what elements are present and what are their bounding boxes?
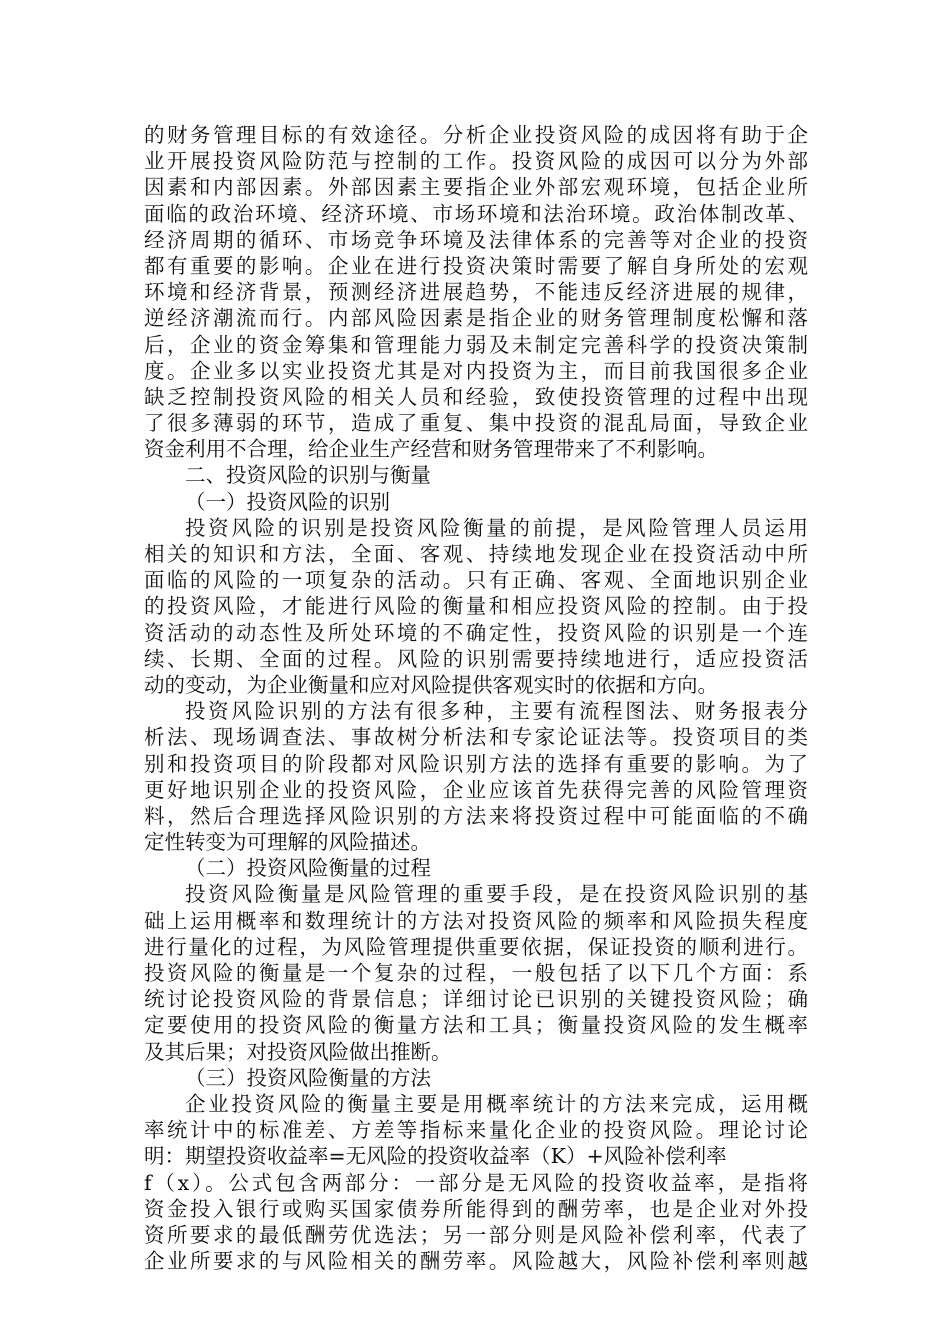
text-line: 投资风险的识别是投资风险衡量的前提，是风险管理人员运用 — [185, 515, 808, 540]
section-heading: 二、投资风险的识别与衡量 — [185, 463, 431, 488]
text-line: 投资风险的衡量是一个复杂的过程，一般包括了以下几个方面：系 — [144, 961, 808, 985]
text-line: 面临的风险的一项复杂的活动。只有正确、客观、全面地识别企业 — [144, 568, 808, 593]
text-line: f（x）。公式包含两部分：一部分是无风险的投资收益率，是指将 — [144, 1170, 808, 1195]
text-line: 率统计中的标准差、方差等指标来量化企业的投资风险。理论讨论 — [144, 1118, 808, 1143]
text-line: 进行量化的过程，为风险管理提供重要依据，保证投资的顺利进行。 — [144, 934, 808, 959]
text-line: 投资风险衡量是风险管理的重要手段，是在投资风险识别的基 — [185, 882, 808, 907]
text-line: 企业投资风险的衡量主要是用概率统计的方法来完成，运用概 — [185, 1091, 808, 1116]
text-line: 因素和内部因素。外部因素主要指企业外部宏观环境，包括企业所 — [144, 175, 808, 200]
text-line: 经济周期的循环、市场竞争环境及法律体系的完善等对企业的投资 — [144, 227, 808, 252]
text-line: 相关的知识和方法，全面、客观、持续地发现企业在投资活动中所 — [144, 542, 808, 566]
text-line: 统讨论投资风险的背景信息；详细讨论已识别的关键投资风险；确 — [144, 987, 808, 1012]
text-line: 更好地识别企业的投资风险，企业应该首先获得完善的风险管理资 — [144, 777, 808, 802]
text-line: 资活动的动态性及所处环境的不确定性，投资风险的识别是一个连 — [144, 620, 808, 645]
text-line: 别和投资项目的阶段都对风险识别方法的选择有重要的影响。为了 — [144, 751, 808, 776]
text-line: 动的变动，为企业衡量和应对风险提供客观实时的依据和方向。 — [144, 672, 718, 697]
text-line: 料，然后合理选择风险识别的方法来将投资过程中可能面临的不确 — [144, 803, 808, 828]
text-line: 础上运用概率和数理统计的方法对投资风险的频率和风险损失程度 — [144, 908, 808, 933]
text-line: 投资风险识别的方法有很多种，主要有流程图法、财务报表分 — [185, 699, 808, 724]
text-line: 后，企业的资金筹集和管理能力弱及未制定完善科学的投资决策制 — [144, 332, 808, 357]
text-line: 的财务管理目标的有效途径。分析企业投资风险的成因将有助于企 — [144, 123, 808, 147]
text-line: 明：期望投资收益率=无风险的投资收益率（K）+风险补偿利率 — [144, 1144, 727, 1169]
text-line: 企业所要求的与风险相关的酬劳率。风险越大，风险补偿利率则越 — [144, 1249, 808, 1274]
subsection-heading: （三）投资风险衡量的方法 — [185, 1065, 431, 1090]
text-line: 逆经济潮流而行。内部风险因素是指企业的财务管理制度松懈和落 — [144, 306, 808, 331]
text-line: 面临的政治环境、经济环境、市场环境和法治环境。政治体制改革、 — [144, 201, 808, 226]
document-body — [144, 122, 808, 1274]
subsection-heading: （二）投资风险衡量的过程 — [185, 856, 431, 881]
text-line: 的投资风险，才能进行风险的衡量和相应投资风险的控制。由于投 — [144, 594, 808, 619]
text-line: 析法、现场调查法、事故树分析法和专家论证法等。投资项目的类 — [144, 725, 808, 750]
text-line: 资金投入银行或购买国家债券所能得到的酬劳率，也是企业对外投 — [144, 1196, 808, 1221]
text-line: 缺乏控制投资风险的相关人员和经验，致使投资管理的过程中出现 — [144, 384, 808, 409]
text-line: 及其后果；对投资风险做出推断。 — [144, 1039, 452, 1064]
text-line: 业开展投资风险防范与控制的工作。投资风险的成因可以分为外部 — [144, 149, 808, 174]
subsection-heading: （一）投资风险的识别 — [185, 489, 390, 514]
text-line: 定要使用的投资风险的衡量方法和工具；衡量投资风险的发生概率 — [144, 1013, 808, 1038]
text-line: 资金利用不合理，给企业生产经营和财务管理带来了不利影响。 — [144, 437, 718, 462]
text-line: 定性转变为可理解的风险描述。 — [144, 830, 431, 855]
text-line: 都有重要的影响。企业在进行投资决策时需要了解自身所处的宏观 — [144, 253, 808, 278]
text-line: 资所要求的最低酬劳优选法；另一部分则是风险补偿利率，代表了 — [144, 1222, 808, 1247]
text-line: 了很多薄弱的环节，造成了重复、集中投资的混乱局面，导致企业 — [144, 411, 808, 436]
text-line: 续、长期、全面的过程。风险的识别需要持续地进行，适应投资活 — [144, 646, 808, 671]
text-line: 环境和经济背景，预测经济进展趋势，不能违反经济进展的规律， — [144, 280, 808, 305]
text-line: 度。企业多以实业投资尤其是对内投资为主，而目前我国很多企业 — [144, 358, 808, 383]
